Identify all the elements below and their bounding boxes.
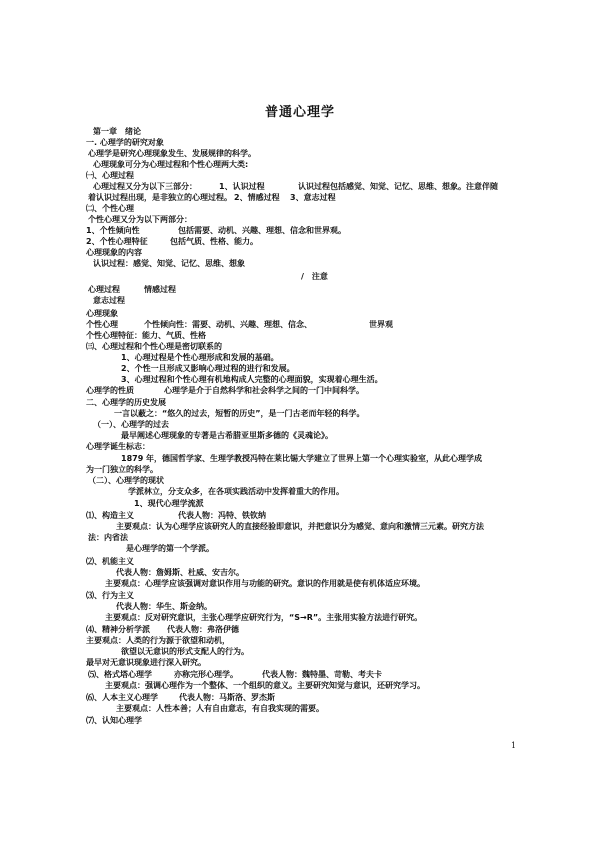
text-line: 心理现象可分为心理过程和个性心理两大类:: [93, 160, 249, 169]
text-line-segment: 代表人物：魏特墨、苛勒、考夫卡: [262, 670, 382, 679]
text-line-segment: ⑸、格式塔心理学: [88, 670, 152, 679]
text-line: 心理现象的内容: [86, 248, 142, 257]
text-line: 主要观点：心理学应该强调对意识作用与功能的研究。意识的作用就是使有机体适应环境。: [105, 579, 425, 588]
text-line: 二、心理学的历史发展: [86, 398, 166, 407]
text-line: ㈡、个性心理: [86, 204, 134, 213]
text-line-segment: 2、个性心理特征: [86, 237, 148, 246]
text-line: 一言以蔽之：“悠久的过去，短暂的历史”，是一门古老而年轻的科学。: [114, 409, 365, 418]
text-line-segment: 心理过程又分为以下三部分：: [93, 182, 197, 191]
text-line-segment: 着认识过程出现，是非独立的心理过程。: [88, 193, 232, 202]
text-line-segment: 包括气质、性格、能力。: [170, 237, 258, 246]
text-line-segment: ⑹、人本主义心理学: [86, 693, 158, 702]
text-line-segment: 3、意志过程: [290, 193, 336, 202]
page-number: 1: [511, 741, 517, 750]
text-line-segment: 认识过程包括感觉、知觉、记忆、思维、想象。注意伴随: [298, 182, 498, 191]
text-line-segment: 代表人物：马斯洛、罗杰斯: [179, 693, 275, 702]
text-line: ⑺、认知心理学: [86, 716, 142, 725]
text-line: ㈢、心理过程和个性心理是密切联系的: [86, 342, 222, 351]
text-line-segment: 亦称完形心理学。: [174, 670, 238, 679]
text-line: 一. 心理学的研究对象: [86, 138, 164, 147]
text-line: 代表人物：詹姆斯、杜威、安吉尔。: [116, 568, 244, 577]
text-line-segment: 世界观: [369, 320, 393, 329]
text-line: 3、心理过程和个性心理有机地构成人完整的心理面貌，实现着心理生活。: [121, 375, 383, 384]
text-line: 主要观点：人类的行为源于欲望和动机，: [86, 636, 230, 645]
text-line: 1、心理过程是个性心理形成和发展的基础。: [121, 353, 279, 362]
text-line: 为一门独立的科学。: [86, 465, 158, 474]
text-line: 主要观点：人性本善；人有自由意志，有自我实现的需要。: [116, 704, 324, 713]
document-title: 普通心理学: [264, 105, 335, 120]
text-line: 心理现象: [86, 309, 118, 318]
text-line: 主要观点：反对研究意识，主张心理学应研究行为，“S→R”。主张用实验方法进行研究。: [105, 613, 423, 622]
text-line-segment: 情感过程: [144, 285, 176, 294]
text-line: 欲望以无意识的形式支配人的行为。: [121, 647, 249, 656]
text-line-segment: ⑴、构造主义: [86, 511, 134, 520]
text-line-segment: 个性倾向性：需要、动机、兴趣、理想、信念、: [144, 320, 312, 329]
text-line: 法：内省法: [88, 533, 128, 542]
text-line: 是心理学的第一个学派。: [126, 544, 214, 553]
text-line: 1、现代心理学流派: [134, 499, 204, 508]
text-line-segment: 心理过程: [88, 285, 120, 294]
text-line: 1879 年，德国哲学家、生理学教授冯特在莱比锡大学建立了世界上第一个心理实验室，从此心理学成: [121, 454, 483, 463]
text-line: ⑶、行为主义: [86, 591, 134, 600]
text-line: 意志过程: [93, 296, 125, 305]
text-line: 心理学诞生标志：: [86, 442, 150, 451]
text-line-segment: 1、个性倾向性: [86, 226, 140, 235]
text-line: / 注意: [301, 272, 328, 281]
text-line-segment: ⑷、精神分析学派: [86, 625, 150, 634]
text-line-segment: 心理学的性质: [86, 386, 134, 395]
text-line-segment: 代表人物：弗洛伊德: [167, 625, 239, 634]
text-line: 第一章 绪论: [93, 127, 141, 136]
text-line: 个性心理特征：能力、气质、性格: [86, 331, 206, 340]
text-line-segment: 2、情感过程: [234, 193, 280, 202]
text-line: 主要观点：认为心理学应该研究人的直接经验即意识，并把意识分为感觉、意向和激情三元素。研究方法: [116, 522, 484, 531]
text-line: （一）、心理学的过去: [93, 420, 169, 429]
text-line: 心理学是研究心理现象发生、发展规律的科学。: [88, 149, 256, 158]
text-line-segment: 1、认识过程: [219, 182, 265, 191]
text-line: ⑵、机能主义: [86, 557, 134, 566]
text-line-segment: 代表人物：冯特、铁钦纳: [178, 511, 266, 520]
text-line: 认识过程：感觉、知觉、记忆、思维、想象: [93, 259, 245, 268]
text-line: 最早对无意识现象进行深入研究。: [86, 658, 206, 667]
text-line: 最早阐述心理现象的专著是古希腊亚里斯多德的《灵魂论》。: [121, 431, 333, 440]
text-line: ㈠、心理过程: [86, 171, 134, 180]
text-line: 代表人物：华生、斯金纳。: [116, 602, 212, 611]
text-line: 个性心理又分为以下两部分：: [88, 215, 192, 224]
text-line: 学派林立，分支众多，在各项实践活动中发挥着重大的作用。: [128, 487, 344, 496]
text-line: 2、个性一旦形成又影响心理过程的进行和发展。: [121, 364, 295, 373]
text-line-segment: 心理学是介于自然科学和社会科学之间的一门中间科学。: [164, 386, 364, 395]
text-line-segment: 个性心理: [86, 320, 118, 329]
text-line: 主要观点：强调心理作为一个整体、一个组织的意义。主要研究知觉与意识，还研究学习。: [105, 681, 425, 690]
text-line: （二）、心理学的现状: [88, 476, 164, 485]
text-line-segment: 包括需要、动机、兴趣、理想、信念和世界观。: [178, 226, 346, 235]
